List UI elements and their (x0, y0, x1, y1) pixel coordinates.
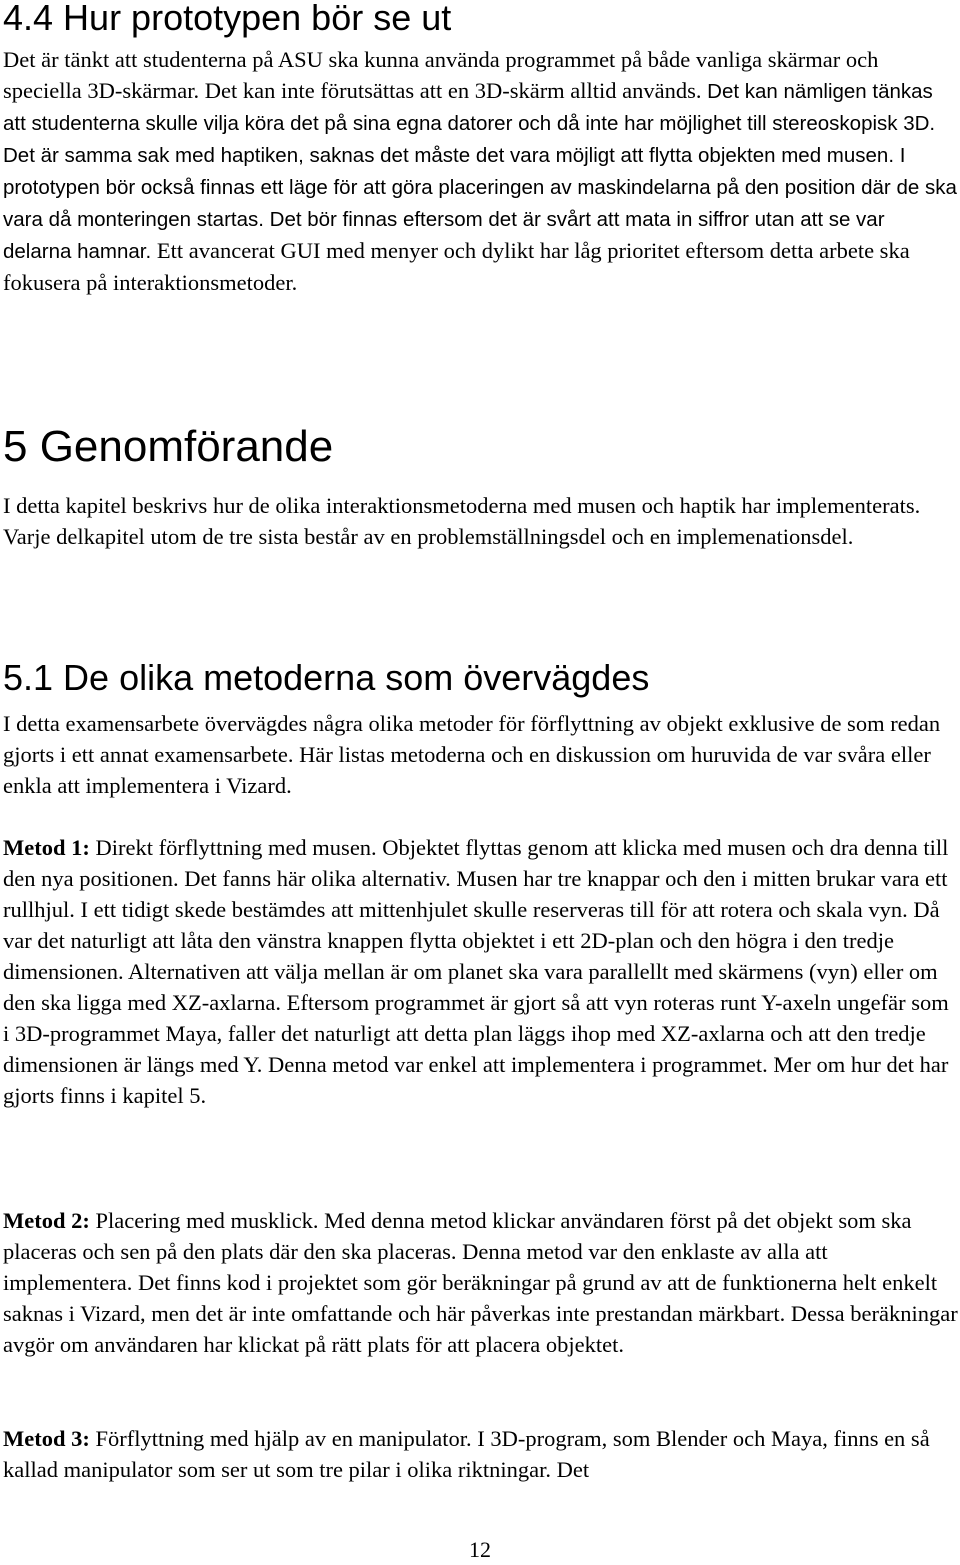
page-number: 12 (469, 1537, 491, 1562)
chapter-5-paragraph: I detta kapitel beskrivs hur de olika interaktionsmetoderna med musen och haptik har implementerats. Varje delkapitel utom de tre sista består av en problemställningsdel och en implemenationsdel. (3, 493, 921, 549)
method-label: Metod 1: (3, 835, 90, 860)
method-text: Placering med musklick. Med denna metod klickar användaren först på det objekt som ska placeras och sen på den plats där den ska placeras. Denna metod var den enklaste av alla att implementera. Det finns kod i projektet som gör beräkningar på grund av att de funktionerna helt enkelt saknas i Vizard, men det är inte omfattande och här påverkas inte prestandan märkbart. Dessa beräkningar avgör om användaren har klickat på rätt plats för att placera objektet. (3, 1208, 958, 1357)
method-3-paragraph (3, 1423, 958, 1485)
method-1-paragraph (3, 832, 958, 1111)
chapter-heading-5: 5 Genomförande (3, 422, 334, 471)
method-text: Direkt förflyttning med musen. Objektet flyttas genom att klicka med musen och dra denna till den nya positionen. Det fanns här olika alternativ. Musen har tre knappar och den i mitten brukar vara ett rullhjul. I ett tidigt skede bestämdes att mittenhjulet skulle reserveras till för att rotera och skala vyn. Då var det naturligt att låta den vänstra knappen flytta objektet i ett 2D-plan och den högra i den tredje dimensionen. Alternativen att välja mellan är om planet ska vara parallellt med skärmens (vyn) eller om den ska ligga med XZ-axlarna. Eftersom programmet är gjort så att vyn roteras runt Y-axeln ungefär som i 3D-programmet Maya, faller det naturligt att detta plan läggs ihop med XZ-axlarna och att den tredje dimensionen är längs med Y. Denna metod var enkel att implementera i programmet. Mer om hur det har gjorts finns i kapitel 5. (3, 835, 949, 1108)
paragraph-run: Det är samma sak med haptiken, saknas det måste det vara möjligt att flytta objekten med musen. (3, 144, 900, 167)
method-label: Metod 3: (3, 1426, 90, 1451)
paragraph-run: I prototypen bör också finnas ett läge för att göra placeringen av maskindelarna på den position där de ska vara då monteringen startas. (3, 144, 957, 231)
section-heading-5-1: 5.1 De olika metoderna som övervägdes (3, 657, 650, 698)
paragraph-run: Det bör finnas eftersom det är svårt att mata in siffror utan att se var delarna hamnar. (3, 208, 885, 263)
method-text: Förflyttning med hjälp av en manipulator. I 3D-program, som Blender och Maya, finns en så kallad manipulator som ser ut som tre pilar i olika riktningar. Det (3, 1426, 930, 1482)
paragraph-run: Det är tänkt att studenterna på ASU ska kunna använda programmet på både vanliga skärmar och speciella 3D-skärmar. Det kan inte förutsättas att en 3D-skärm alltid används. (3, 47, 879, 103)
paragraph-run: Ett avancerat GUI med menyer och dylikt har låg prioritet eftersom detta arbete ska fokusera på interaktionsmetoder. (3, 238, 910, 295)
section-5-1-paragraph: I detta examensarbete övervägdes några olika metoder för förflyttning av objekt exklusive de som redan gjorts i ett annat examensarbete. Här listas metoderna och en diskussion om huruvida de var svåra eller enkla att implementera i Vizard. (3, 711, 941, 798)
method-2-paragraph (3, 1205, 958, 1360)
method-label: Metod 2: (3, 1208, 90, 1233)
section-4-4-paragraph (3, 44, 958, 298)
paragraph-run: Det kan nämligen tänkas att studenterna skulle vilja köra det på sina egna datorer och då inte har möjlighet till stereoskopisk 3D. (3, 80, 936, 135)
section-heading-4-4: 4.4 Hur prototypen bör se ut (3, 0, 452, 38)
